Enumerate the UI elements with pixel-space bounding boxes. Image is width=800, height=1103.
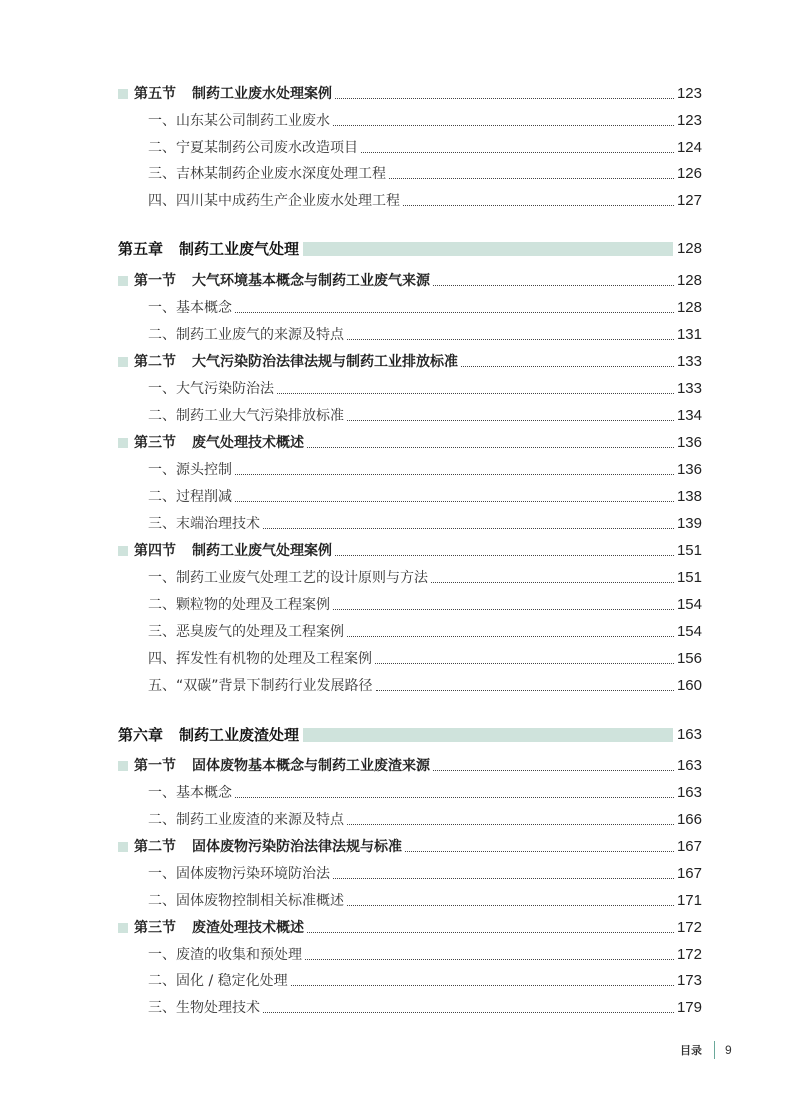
- toc-title: [134, 917, 304, 939]
- toc-item: [148, 782, 702, 804]
- toc-title-text: 二、制药工业废渣的来源及特点: [148, 812, 344, 828]
- dot-leader: [305, 959, 674, 960]
- dot-leader: [347, 824, 674, 825]
- toc-title-text: 四、四川某中成药生产企业废水处理工程: [148, 193, 400, 209]
- toc-number: 第二节: [134, 354, 176, 370]
- toc-item: [148, 110, 702, 132]
- dot-leader: [433, 770, 674, 771]
- page-number: 9: [725, 1043, 732, 1057]
- toc-item: [148, 405, 702, 427]
- toc-page-number: 133: [676, 380, 702, 397]
- toc-item: [148, 594, 702, 616]
- toc-title: [134, 540, 332, 562]
- section-marker-icon: [118, 438, 128, 448]
- toc-page-number: 124: [676, 139, 702, 156]
- toc-number: 第二节: [134, 839, 176, 855]
- toc-title-text: 三、恶臭废气的处理及工程案例: [148, 624, 344, 640]
- toc-title: [148, 890, 344, 912]
- toc-title-text: 二、宁夏某制药公司废水改造项目: [148, 140, 358, 156]
- toc-page-number: 127: [676, 192, 702, 209]
- dot-leader: [389, 178, 674, 179]
- toc-page-number: 133: [676, 353, 702, 370]
- toc-number: 第六章: [118, 726, 164, 744]
- dot-leader: [403, 205, 674, 206]
- toc-item: [148, 648, 702, 670]
- toc-number: 第三节: [134, 435, 176, 451]
- footer-divider: [714, 1041, 715, 1059]
- dot-leader: [333, 878, 674, 879]
- toc-item: [148, 378, 702, 400]
- toc-item: [148, 190, 702, 212]
- toc-item: [148, 809, 702, 831]
- toc-title: [148, 378, 274, 400]
- section-marker-icon: [118, 842, 128, 852]
- toc-title-text: 二、固化 / 稳定化处理: [148, 973, 288, 989]
- toc-page-number: 172: [676, 946, 702, 963]
- toc-chapter: [118, 723, 702, 747]
- toc-number: 第一节: [134, 273, 176, 289]
- toc-page-number: 163: [676, 757, 702, 774]
- toc-title-text: 废渣处理技术概述: [192, 920, 304, 936]
- toc-item: [148, 137, 702, 159]
- toc-title-text: 二、过程削减: [148, 489, 232, 505]
- toc-section: [118, 836, 702, 858]
- dot-leader: [235, 474, 674, 475]
- toc-title-text: 大气污染防治法律法规与制药工业排放标准: [192, 354, 458, 370]
- toc-item: [148, 324, 702, 346]
- dot-leader: [347, 339, 674, 340]
- toc-title-text: 制药工业废气处理案例: [192, 543, 332, 559]
- toc-title-text: 二、制药工业废气的来源及特点: [148, 327, 344, 343]
- toc-title-text: 制药工业废气处理: [179, 240, 300, 258]
- toc-page-number: 163: [676, 726, 702, 743]
- toc-title-text: 废气处理技术概述: [192, 435, 304, 451]
- dot-leader: [235, 501, 674, 502]
- section-marker-icon: [118, 276, 128, 286]
- toc-item: [148, 459, 702, 481]
- toc-title: [148, 324, 344, 346]
- toc-page-number: 131: [676, 326, 702, 343]
- toc-item: [148, 621, 702, 643]
- toc-title: [148, 621, 344, 643]
- toc-item: [148, 944, 702, 966]
- toc-title-text: 一、基本概念: [148, 785, 232, 801]
- toc-title: [148, 190, 400, 212]
- toc-title-text: 三、末端治理技术: [148, 516, 260, 532]
- toc-section: [118, 270, 702, 292]
- toc-page-number: 160: [676, 677, 702, 694]
- toc-title: [134, 83, 332, 105]
- toc-title: [148, 405, 344, 427]
- toc-number: 第一节: [134, 758, 176, 774]
- toc-title: [148, 970, 288, 992]
- toc-page-number: 136: [676, 434, 702, 451]
- toc-page-number: 167: [676, 865, 702, 882]
- toc-item: [148, 567, 702, 589]
- toc-title-text: 一、固体废物污染环境防治法: [148, 866, 330, 882]
- toc-page-number: 128: [676, 240, 702, 257]
- dot-leader: [333, 125, 674, 126]
- toc-title: [148, 944, 302, 966]
- section-marker-icon: [118, 923, 128, 933]
- toc-title-text: 固体废物污染防治法律法规与标准: [192, 839, 402, 855]
- toc-title: [148, 997, 260, 1019]
- toc-title: [134, 755, 430, 777]
- toc-item: [148, 513, 702, 535]
- toc-title-text: 一、废渣的收集和预处理: [148, 947, 302, 963]
- toc-title-text: 制药工业废渣处理: [179, 726, 300, 744]
- dot-leader: [461, 366, 674, 367]
- toc-title-text: 五、“双碳”背景下制药行业发展路径: [148, 678, 373, 694]
- toc-title-text: 二、颗粒物的处理及工程案例: [148, 597, 330, 613]
- dot-leader: [347, 636, 674, 637]
- dot-leader: [361, 152, 674, 153]
- toc-title: [148, 594, 330, 616]
- toc-page-number: 128: [676, 299, 702, 316]
- toc-title-text: 四、挥发性有机物的处理及工程案例: [148, 651, 372, 667]
- dot-leader: [375, 663, 674, 664]
- dot-leader: [376, 690, 674, 691]
- dot-leader: [263, 1012, 674, 1013]
- toc-page-number: 136: [676, 461, 702, 478]
- toc-page-number: 163: [676, 784, 702, 801]
- toc-title: [148, 809, 344, 831]
- toc-page-number: 154: [676, 596, 702, 613]
- toc-title: [148, 297, 232, 319]
- toc-section: [118, 540, 702, 562]
- toc-title: [134, 270, 430, 292]
- toc-title-text: 三、生物处理技术: [148, 1000, 260, 1016]
- toc-title: [118, 237, 303, 261]
- section-marker-icon: [118, 761, 128, 771]
- toc-title: [148, 137, 358, 159]
- toc-title-text: 一、大气污染防治法: [148, 381, 274, 397]
- section-marker-icon: [118, 546, 128, 556]
- toc-page-number: 156: [676, 650, 702, 667]
- dot-leader: [347, 905, 674, 906]
- toc-item: [148, 890, 702, 912]
- dot-leader: [307, 932, 674, 933]
- toc-number: 第五章: [118, 240, 164, 258]
- dot-leader: [433, 285, 674, 286]
- toc-title: [148, 486, 232, 508]
- toc-page-number: 128: [676, 272, 702, 289]
- toc-page-number: 123: [676, 112, 702, 129]
- toc-title: [148, 459, 232, 481]
- dot-leader: [431, 582, 674, 583]
- toc-title: [134, 432, 304, 454]
- toc-title: [148, 782, 232, 804]
- dot-leader: [335, 98, 674, 99]
- toc-item: [148, 675, 702, 697]
- toc-title: [148, 863, 330, 885]
- dot-leader: [235, 312, 674, 313]
- dot-leader: [405, 851, 674, 852]
- toc-section: [118, 917, 702, 939]
- toc-number: 第三节: [134, 920, 176, 936]
- toc-title: [148, 110, 330, 132]
- dot-leader: [277, 393, 674, 394]
- toc-page-number: 179: [676, 999, 702, 1016]
- toc-title-text: 三、吉林某制药企业废水深度处理工程: [148, 166, 386, 182]
- toc-title-text: 二、固体废物控制相关标准概述: [148, 893, 344, 909]
- toc-page-number: 126: [676, 165, 702, 182]
- page-footer: [680, 1040, 732, 1060]
- toc-title-text: 一、制药工业废气处理工艺的设计原则与方法: [148, 570, 428, 586]
- toc-page-number: 167: [676, 838, 702, 855]
- toc-title-text: 固体废物基本概念与制药工业废渣来源: [192, 758, 430, 774]
- toc-page-number: 166: [676, 811, 702, 828]
- toc-title: [134, 351, 458, 373]
- toc-title-text: 一、基本概念: [148, 300, 232, 316]
- dot-leader: [307, 447, 674, 448]
- toc-title-text: 一、源头控制: [148, 462, 232, 478]
- section-marker-icon: [118, 89, 128, 99]
- toc-page-number: 139: [676, 515, 702, 532]
- toc-title-text: 制药工业废水处理案例: [192, 86, 332, 102]
- toc-item: [148, 997, 702, 1019]
- dot-leader: [263, 528, 674, 529]
- toc-page-number: 173: [676, 972, 702, 989]
- toc-item: [148, 163, 702, 185]
- dot-leader: [291, 985, 674, 986]
- toc-item: [148, 486, 702, 508]
- toc-title: [148, 648, 372, 670]
- dot-leader: [347, 420, 674, 421]
- toc-title-text: 大气环境基本概念与制药工业废气来源: [192, 273, 430, 289]
- toc-item: [148, 970, 702, 992]
- toc-title: [148, 163, 386, 185]
- toc-page-number: 151: [676, 569, 702, 586]
- toc-number: 第四节: [134, 543, 176, 559]
- toc-title: [148, 675, 373, 697]
- toc-number: 第五节: [134, 86, 176, 102]
- toc-item: [148, 297, 702, 319]
- toc-section: [118, 432, 702, 454]
- toc-page-number: 172: [676, 919, 702, 936]
- toc-title: [118, 723, 303, 747]
- dot-leader: [235, 797, 674, 798]
- toc-section: [118, 83, 702, 105]
- toc-page-number: 138: [676, 488, 702, 505]
- toc-page-number: 154: [676, 623, 702, 640]
- toc-page-number: 171: [676, 892, 702, 909]
- toc-page-number: 134: [676, 407, 702, 424]
- toc-item: [148, 863, 702, 885]
- chapter-bar: [303, 728, 673, 742]
- toc-section: [118, 755, 702, 777]
- dot-leader: [335, 555, 674, 556]
- toc-title: [148, 567, 428, 589]
- toc-section: [118, 351, 702, 373]
- chapter-bar: [303, 242, 673, 256]
- toc-title-text: 一、山东某公司制药工业废水: [148, 113, 330, 129]
- toc-title: [134, 836, 402, 858]
- toc-page-number: 151: [676, 542, 702, 559]
- toc-page-number: 123: [676, 85, 702, 102]
- toc-title-text: 二、制药工业大气污染排放标准: [148, 408, 344, 424]
- section-marker-icon: [118, 357, 128, 367]
- footer-label: 目录: [680, 1044, 702, 1057]
- toc-chapter: [118, 237, 702, 261]
- toc-title: [148, 513, 260, 535]
- dot-leader: [333, 609, 674, 610]
